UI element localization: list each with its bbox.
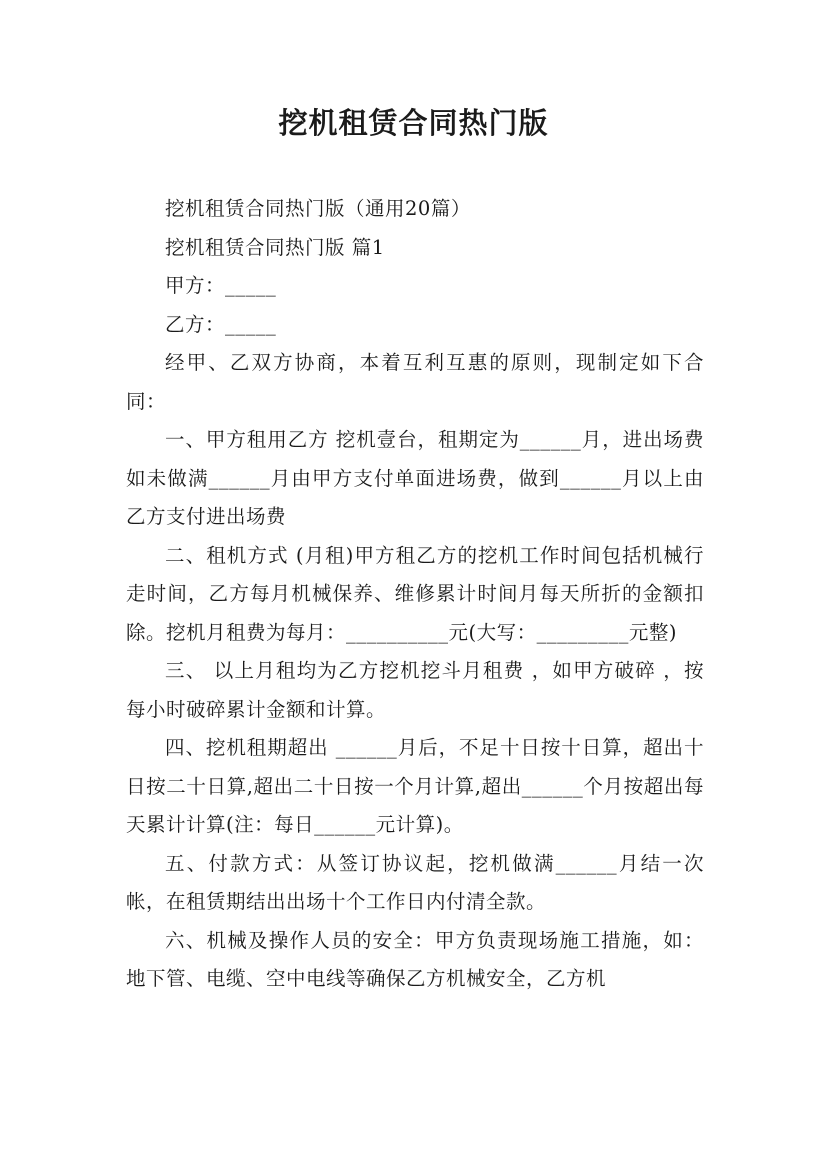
paragraph-intro: 经甲、乙双方协商，本着互利互惠的原则，现制定如下合同： xyxy=(126,351,704,413)
paragraph-clause-6: 六、机械及操作人员的安全：甲方负责现场施工措施，如：地下管、电缆、空中电线等确保乙方机械安全，乙方机 xyxy=(126,928,704,990)
document-title: 挖机租赁合同热门版 xyxy=(278,106,549,140)
paragraph-party-b: 乙方：_____ xyxy=(165,312,277,336)
paragraph-clause-4: 四、挖机租期超出 ______月后，不足十日按十日算，超出十日按二十日算,超出二十日按一个月计算,超出______个月按超出每天累计计算(注：每日______元计算)。 xyxy=(126,736,704,836)
paragraph-clause-2: 二、租机方式 (月租)甲方租乙方的挖机工作时间包括机械行走时间，乙方每月机械保养、维修累计时间月每天所折的金额扣除。挖机月租费为每月：__________元(大写：_________元整) xyxy=(126,543,704,644)
paragraph-clause-1: 一、甲方租用乙方 挖机壹台，租期定为______月，进出场费如未做满______月由甲方支付单面进场费，做到______月以上由乙方支付进出场费 xyxy=(126,428,704,528)
paragraph-party-a: 甲方：_____ xyxy=(165,274,277,297)
paragraph-section-heading: 挖机租赁合同热门版 篇1 xyxy=(165,235,385,259)
paragraph-clause-3: 三、 以上月租均为乙方挖机挖斗月租费 ，如甲方破碎 ，按每小时破碎累计金额和计算。 xyxy=(126,659,704,721)
document-body xyxy=(126,190,704,999)
paragraph-subtitle: 挖机租赁合同热门版（通用20篇） xyxy=(165,197,471,220)
paragraph-clause-5: 五、付款方式：从签订协议起，挖机做满______月结一次帐，在租赁期结出出场十个工作日内付清全款。 xyxy=(126,851,704,913)
